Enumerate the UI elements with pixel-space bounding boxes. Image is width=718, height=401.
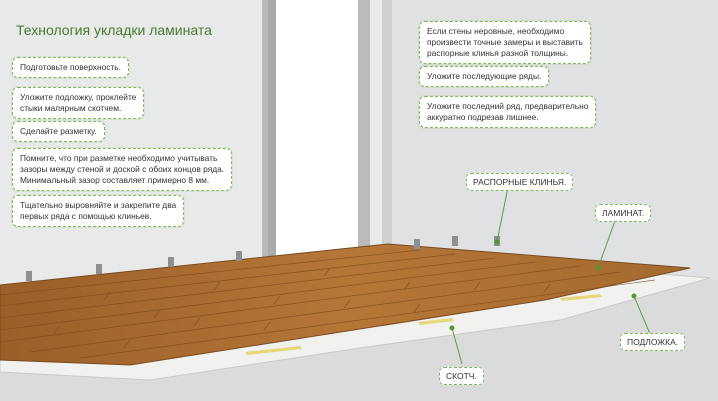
label-tape: СКОТЧ.: [439, 367, 484, 385]
leader-dot-underlay: [632, 294, 636, 298]
note-uneven-walls: Если стены неровные, необходимо произвести точные замеры и выставить распорные клинья разной толщины.: [419, 21, 591, 64]
note-gap-reminder: Помните, что при разметке необходимо учитывать зазоры между стеной и доской с обоих концов ряда. Минимальный зазор составляет примерно 8 мм.: [12, 148, 232, 191]
note-last-row: Уложите последний ряд, предварительно аккуратно подрезав лишнее.: [419, 96, 596, 128]
leader-dot-laminate: [596, 266, 600, 270]
page-title: Технология укладки ламината: [16, 22, 212, 38]
note-fix-first-rows: Тщательно выровняйте и закрепите два первых ряда с помощью клиньев.: [12, 195, 184, 227]
note-lay-underlay: Уложите подложку, проклейте стыки малярным скотчем.: [12, 87, 144, 119]
label-underlay: ПОДЛОЖКА.: [620, 333, 685, 351]
label-laminate: ЛАМИНАТ.: [595, 204, 651, 222]
leader-dot-tape: [450, 326, 454, 330]
label-wedges: РАСПОРНЫЕ КЛИНЬЯ.: [466, 173, 573, 191]
note-next-rows: Уложите последующие ряды.: [419, 66, 549, 87]
wall-corner: [382, 0, 392, 248]
leader-dot-wedges: [495, 240, 499, 244]
note-marking: Сделайте разметку.: [12, 121, 105, 142]
door-jamb-left: [268, 0, 276, 258]
door-opening: [276, 0, 358, 258]
note-prepare-surface: Подготовьте поверхность.: [12, 57, 129, 78]
